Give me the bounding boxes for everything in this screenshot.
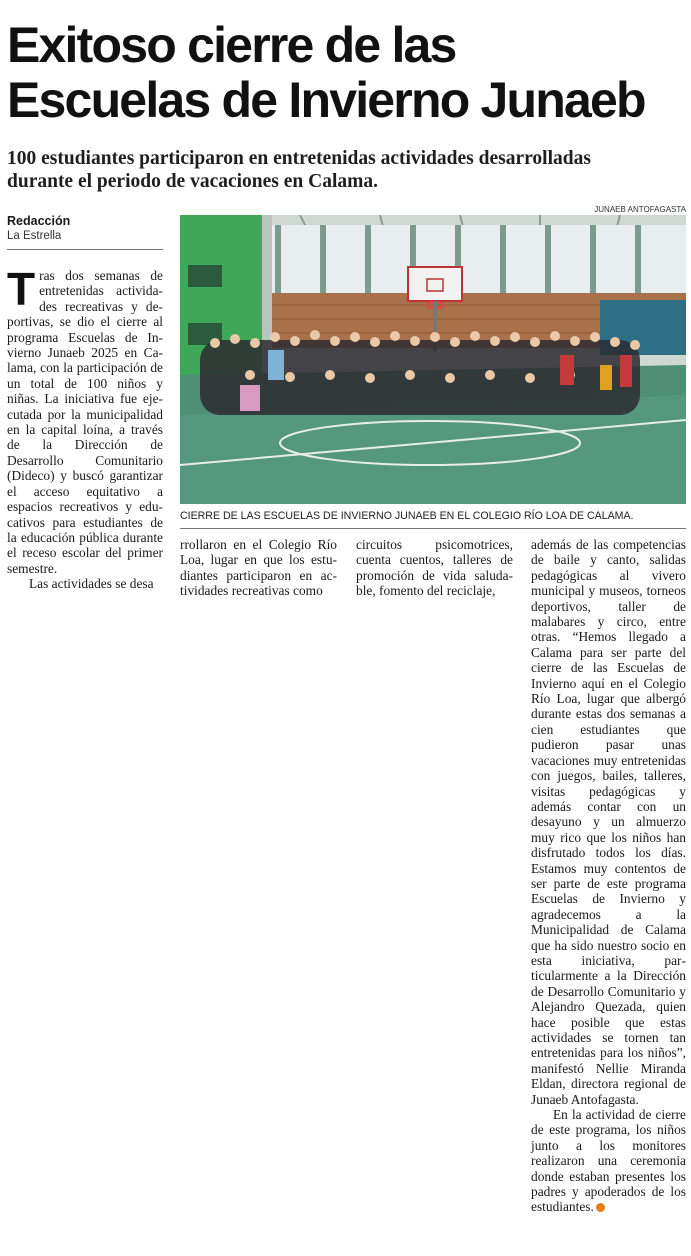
article-paragraph-1 [7,263,163,576]
column-3-text: circuitos psicomotrices, cuenta cuentos, talleres de promoción de vida saludable, fomento del reciclaje, [356,537,513,599]
drop-cap: T [7,263,36,315]
column-4-text: además de las competencias de baile y canto, salidas pedagógicas al vivero municipal y museos, torneos deportivos, taller de malabares y circo, entre otras. “Hemos llegado a Calama para ser parte del cierre de las Escuelas de Invierno aquí en el Colegio Río Loa, lugar que albergó durante estas dos semanas a cien estudiantes que pudieron pasar unas vacaciones muy entretenidas con juegos, bailes, talleres, visitas pedagógicas y además contar con un desayuno y un almuerzo muy rico que los niños han disfrutado todos los días. Estamos muy contentos de ser parte de este programa Escuelas de Invierno y agradecemos a la Municipalidad de Calama que ha sido nuestro socio en esta iniciativa, particularmente a la Dirección de Desarrollo Comunitario y Alejandro Quezada, quien hace posible que estas actividades se tornen tan entretenidas para los niños”, manifestó Nellie Miranda Eldan, directora regional de Junaeb Antofagasta. [531,537,686,1107]
photo-illustration [180,215,686,504]
subheadline-line-2: durante el periodo de vacaciones en Calama. [7,171,379,192]
photo-caption: CIERRE DE LAS ESCUELAS DE INVIERNO JUNAEB EN EL COLEGIO RÍO LOA DE CALAMA. [180,510,686,529]
article-column-4 [531,537,686,1215]
headline [7,18,687,128]
column-4-final-text: En la actividad de cierre de este programa, los niños junto a los monitores realizaron una ceremonia donde estaban presentes los padres y apoderados de los estudiantes. [531,1107,686,1215]
subheadline-line-1: 100 estudiantes participaron en entretenidas actividades desarrolladas [7,148,591,169]
column-1-text: ras dos semanas de entretenidas actividades recreativas y deportivas, se dio el cierre al programa Escuelas de Invierno Junaeb 2025 en Calama, con la participación de un total de 100 niños y niñas. La iniciativa fue ejecutada por la municipalidad en la capital loína, a través de la Dirección de Desarrollo Comunitario (Dideco) y buscó garantizar el acceso equitativo a espacios recreativos y educativos para estudiantes de la educación pública durante el receso escolar del primer semestre. [7,268,163,576]
byline-outlet: La Estrella [7,230,62,242]
article-column-3 [356,537,513,599]
column-2-text: rrollaron en el Colegio Río Loa, lugar en que los estudiantes participaron en actividades recreativas como [180,537,337,599]
headline-line-1: Exitoso cierre de las [7,17,456,73]
article-photo [180,215,686,504]
photo-credit: JUNAEB ANTOFAGASTA [594,205,686,214]
subheadline [7,147,687,193]
byline-author: Redacción [7,214,71,228]
headline-line-2: Escuelas de Invierno Junaeb [7,72,645,128]
end-mark-icon [596,1203,605,1212]
article-paragraph-3 [531,1107,686,1215]
article-paragraph-2-start: Las actividades se desa [29,576,154,592]
byline [7,214,163,250]
article-column-1 [7,263,163,592]
article-column-2 [180,537,337,599]
